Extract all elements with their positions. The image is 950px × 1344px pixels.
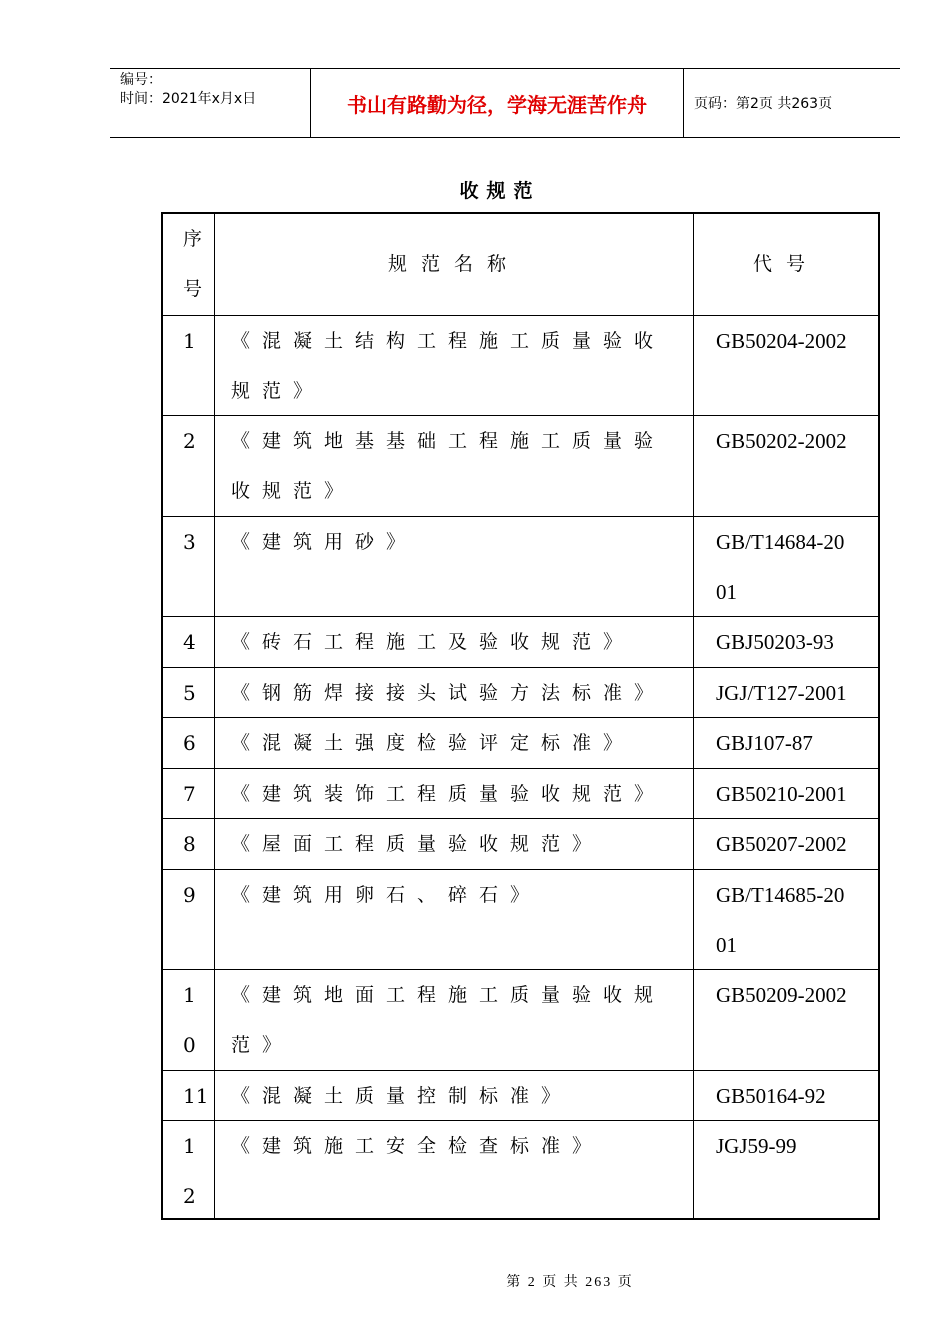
table-row: [163, 617, 878, 668]
standards-table: [161, 212, 880, 1220]
header-meta: [110, 69, 311, 137]
table-header-row: [163, 214, 878, 316]
table-row: [163, 416, 878, 517]
row-name: 《混凝土强度检验评定标准》: [215, 718, 694, 768]
table-row: [163, 668, 878, 718]
row-code: JGJ/T127-2001: [716, 681, 847, 705]
motto: 书山有路勤为径，学海无涯苦作舟: [311, 69, 684, 137]
row-code: GBJ107-87: [716, 731, 813, 755]
row-no: 6: [163, 718, 215, 768]
row-code: JGJ59-99: [716, 1134, 797, 1158]
row-code: GB50210-2001: [716, 782, 847, 806]
row-name: 《混凝土质量控制标准》: [215, 1071, 694, 1120]
page-footer: 第 2 页 共 263 页: [506, 1275, 634, 1290]
row-code: GB50164-92: [716, 1084, 826, 1108]
row-no: 1: [163, 316, 215, 415]
row-name: 《砖石工程施工及验收规范》: [215, 617, 694, 667]
table-row: [163, 316, 878, 416]
row-code: GB/T14685-2001: [716, 883, 845, 957]
doc-number-label: 编号：: [120, 72, 162, 88]
row-name: 《建筑用砂》: [215, 517, 694, 616]
table-row: [163, 718, 878, 769]
row-no: 7: [163, 769, 215, 818]
row-no: 12: [163, 1121, 215, 1218]
table-row: [163, 1121, 878, 1218]
row-code: GB50202-2002: [716, 429, 847, 453]
row-code: GB/T14684-2001: [716, 530, 845, 604]
row-name: 《混凝土结构工程施工质量验收规范》: [215, 316, 694, 415]
row-code: GBJ50203-93: [716, 630, 834, 654]
row-code: GB50207-2002: [716, 832, 847, 856]
row-no: 11: [163, 1071, 215, 1120]
col-header-code: 代号: [752, 253, 819, 275]
table-row: [163, 1071, 878, 1121]
row-name: 《钢筋焊接接头试验方法标准》: [215, 668, 694, 717]
row-no: 10: [163, 970, 215, 1070]
page-header: [110, 68, 900, 138]
date-line: 时间：2021年x月x日: [120, 91, 257, 107]
col-header-no: 序号: [163, 214, 215, 315]
row-no: 3: [163, 517, 215, 616]
page-title: 收规范: [459, 180, 541, 202]
row-code: GB50209-2002: [716, 983, 847, 1007]
row-name: 《建筑施工安全检查标准》: [215, 1121, 694, 1218]
page-info: 页码：第2页 共263页: [694, 96, 833, 112]
row-no: 5: [163, 668, 215, 717]
table-row: [163, 970, 878, 1071]
table-row: [163, 517, 878, 617]
table-row: [163, 819, 878, 870]
col-header-name: 规范名称: [215, 214, 694, 315]
row-name: 《建筑地面工程施工质量验收规范》: [215, 970, 694, 1070]
row-name: 《建筑地基基础工程施工质量验收规范》: [215, 416, 694, 516]
row-code: GB50204-2002: [716, 329, 847, 353]
row-name: 《屋面工程质量验收规范》: [215, 819, 694, 869]
row-no: 2: [163, 416, 215, 516]
row-name: 《建筑用卵石、碎石》: [215, 870, 694, 969]
row-name: 《建筑装饰工程质量验收规范》: [215, 769, 694, 818]
table-row: [163, 870, 878, 970]
row-no: 9: [163, 870, 215, 969]
table-row: [163, 769, 878, 819]
row-no: 8: [163, 819, 215, 869]
row-no: 4: [163, 617, 215, 667]
